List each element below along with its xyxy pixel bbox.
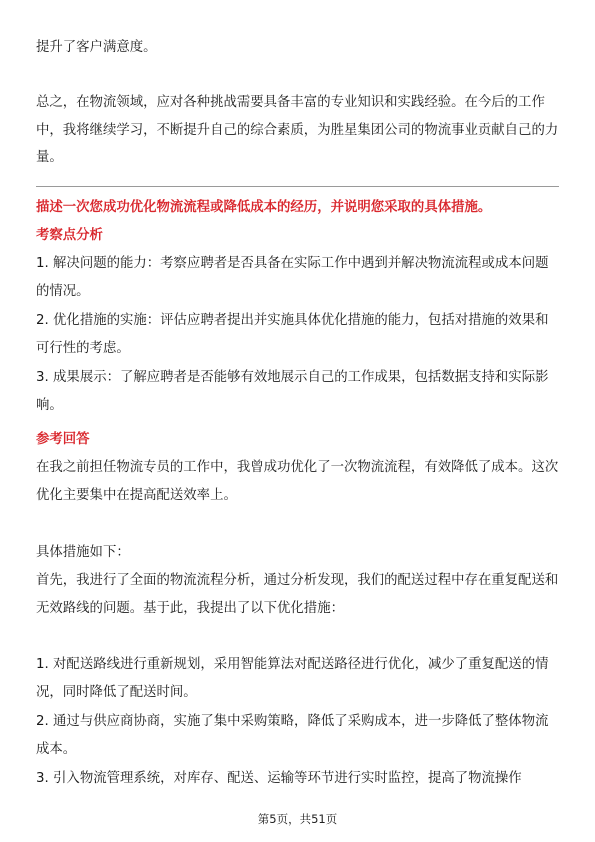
page-number-footer: 第5页，共51页 <box>257 812 338 826</box>
measure-2: 2. 通过与供应商协商，实施了集中采购策略，降低了采购成本，进一步降低了整体物流成本。 <box>36 714 549 757</box>
paragraph-summary: 总之，在物流领域，应对各种挑战需要具备丰富的专业知识和实践经验。在今后的工作中，我将继续学习，不断提升自己的综合素质，为胜星集团公司的物流事业贡献自己的力量。 <box>36 95 559 165</box>
measures-heading: 具体措施如下： <box>36 545 130 560</box>
analysis-point-3: 3. 成果展示：了解应聘者是否能够有效地展示自己的工作成果，包括数据支持和实际影响。 <box>36 370 549 413</box>
question-heading: 描述一次您成功优化物流流程或降低成本的经历，并说明您采取的具体措施。 <box>36 200 492 215</box>
reference-answer-heading: 参考回答 <box>36 432 90 447</box>
answer-intro: 在我之前担任物流专员的工作中，我曾成功优化了一次物流流程，有效降低了成本。这次优化主要集中在提高配送效率上。 <box>36 460 559 503</box>
section-divider <box>36 186 559 187</box>
measure-1: 1. 对配送路线进行重新规划，采用智能算法对配送路径进行优化，减少了重复配送的情况，同时降低了配送时间。 <box>36 657 549 700</box>
analysis-point-1: 1. 解决问题的能力：考察应聘者是否具备在实际工作中遇到并解决物流流程或成本问题的情况。 <box>36 256 549 299</box>
paragraph-closing-line: 提升了客户满意度。 <box>36 40 157 55</box>
answer-analysis: 首先，我进行了全面的物流流程分析，通过分析发现，我们的配送过程中存在重复配送和无效路线的问题。基于此，我提出了以下优化措施： <box>36 573 559 616</box>
analysis-point-2: 2. 优化措施的实施：评估应聘者提出并实施具体优化措施的能力，包括对措施的效果和可行性的考虑。 <box>36 313 549 356</box>
analysis-heading: 考察点分析 <box>36 228 103 243</box>
measure-3: 3. 引入物流管理系统，对库存、配送、运输等环节进行实时监控，提高了物流操作 <box>36 771 522 786</box>
